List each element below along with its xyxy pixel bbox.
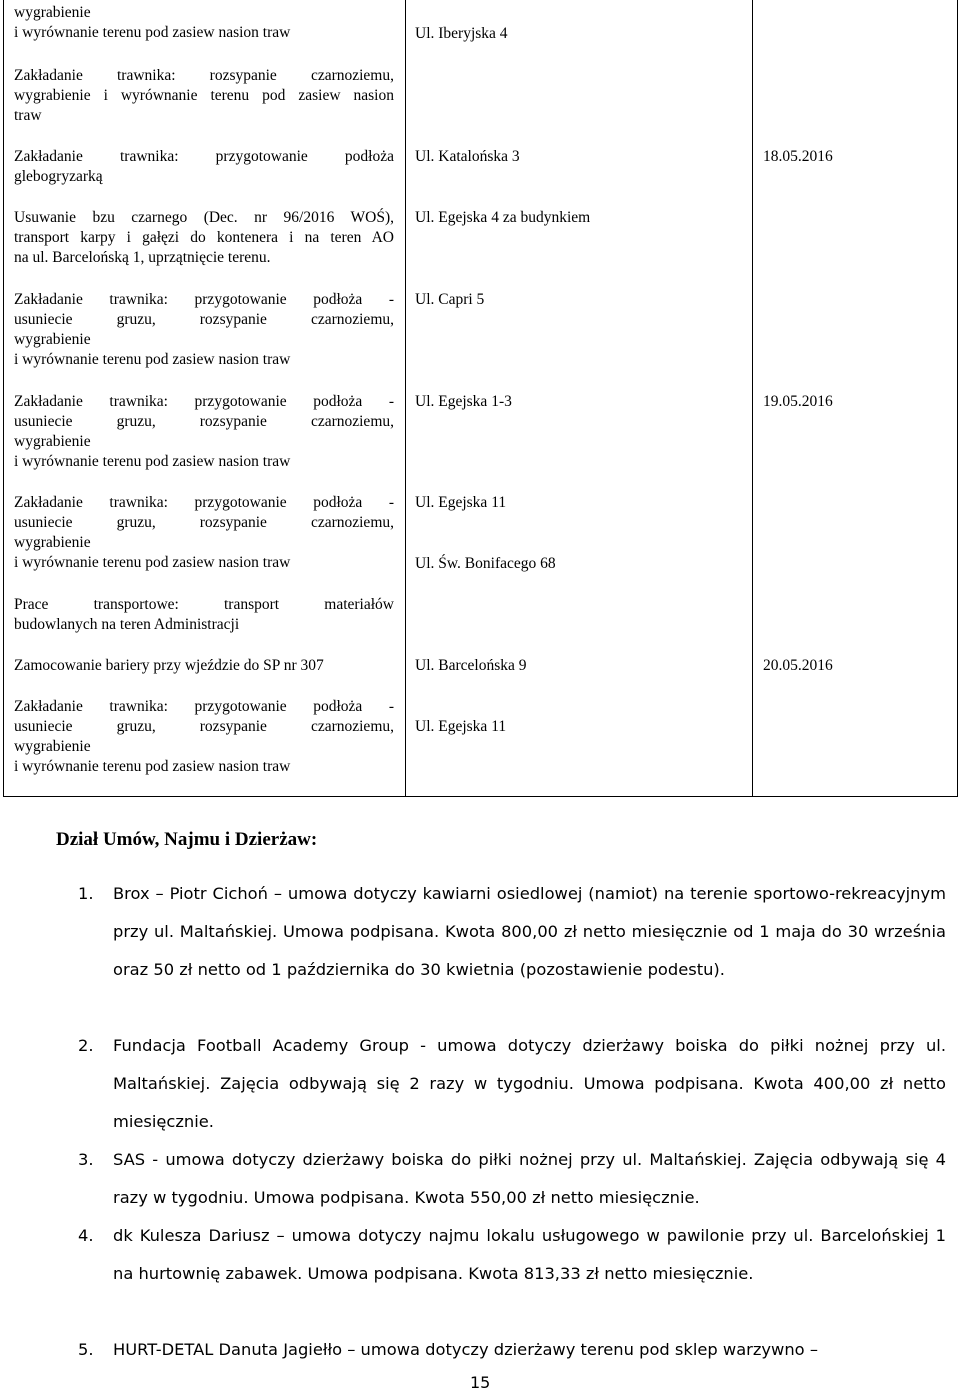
- address-cell: Ul. Egejska 1-3: [415, 393, 512, 410]
- task-line: wygrabienie: [14, 738, 91, 755]
- section-heading: Dział Umów, Najmu i Dzierżaw:: [56, 829, 318, 850]
- address-cell: Ul. Barcelońska 9: [415, 657, 527, 674]
- task-line: Zakładanie trawnika: przygotowanie podłoża -: [14, 698, 394, 715]
- task-line: Zakładanie trawnika: przygotowanie podłoża -: [14, 291, 394, 308]
- task-line: budowlanych na teren Administracji: [14, 616, 240, 633]
- task-cell: [14, 66, 394, 126]
- task-cell: [14, 656, 394, 676]
- date-cell: 18.05.2016: [763, 148, 833, 165]
- task-line: usuniecie gruzu, rozsypanie czarnoziemu,: [14, 718, 394, 735]
- task-line: wygrabienie: [14, 4, 91, 21]
- address-cell: Ul. Capri 5: [415, 291, 485, 308]
- task-line: traw: [14, 107, 42, 124]
- task-line: wygrabienie i wyrównanie terenu pod zasiew nasion: [14, 87, 394, 104]
- task-line: wygrabienie: [14, 534, 91, 551]
- task-line: i wyrównanie terenu pod zasiew nasion traw: [14, 554, 291, 571]
- list-item-text: Brox – Piotr Cichoń – umowa dotyczy kawiarni osiedlowej (namiot) na terenie sportowo-rekreacyjnym przy ul. Maltańskiej. Umowa podpisana. Kwota 800,00 zł netto miesięcznie od 1 maja do 30 września oraz 50 zł netto od 1 października do 30 kwietnia (pozostawienie podestu).: [113, 884, 946, 979]
- list-item-text: HURT-DETAL Danuta Jagiełło – umowa dotyczy dzierżawy terenu pod sklep warzywno –: [113, 1340, 818, 1359]
- address-cell: Ul. Katalońska 3: [415, 148, 520, 165]
- task-line: i wyrównanie terenu pod zasiew nasion traw: [14, 758, 291, 775]
- task-line: na ul. Barcelońską 1, uprzątnięcie terenu.: [14, 249, 271, 266]
- task-cell: [14, 595, 394, 635]
- task-line: i wyrównanie terenu pod zasiew nasion traw: [14, 24, 291, 41]
- task-cell: [14, 3, 394, 43]
- list-item-number: 1.: [78, 884, 94, 903]
- task-line: Zakładanie trawnika: przygotowanie podłoża: [14, 148, 394, 165]
- list-item-number: 4.: [78, 1226, 94, 1245]
- task-cell: [14, 147, 394, 187]
- task-cell: [14, 290, 394, 370]
- list-item-text: SAS - umowa dotyczy dzierżawy boiska do piłki nożnej przy ul. Maltańskiej. Zajęcia odbywają się 4 razy w tygodniu. Umowa podpisana. Kwota 550,00 zł netto miesięcznie.: [113, 1150, 946, 1207]
- task-line: i wyrównanie terenu pod zasiew nasion traw: [14, 453, 291, 470]
- address-cell: Ul. Iberyjska 4: [415, 25, 508, 42]
- table-column-divider: [752, 0, 753, 797]
- task-line: usuniecie gruzu, rozsypanie czarnoziemu,: [14, 311, 394, 328]
- list-item-text: dk Kulesza Dariusz – umowa dotyczy najmu lokalu usługowego w pawilonie przy ul. Barcelońskiej 1 na hurtownię zabawek. Umowa podpisana. Kwota 813,33 zł netto miesięcznie.: [113, 1226, 946, 1283]
- task-line: Usuwanie bzu czarnego (Dec. nr 96/2016 WOŚ),: [14, 209, 394, 226]
- task-cell: [14, 697, 394, 777]
- task-line: Zakładanie trawnika: rozsypanie czarnoziemu,: [14, 67, 394, 84]
- task-line: glebogryzarką: [14, 168, 103, 185]
- task-line: Zamocowanie bariery przy wjeździe do SP nr 307: [14, 657, 324, 674]
- task-cell: [14, 392, 394, 472]
- task-line: Zakładanie trawnika: przygotowanie podłoża -: [14, 393, 394, 410]
- list-item-number: 2.: [78, 1036, 94, 1055]
- list-item-text: Fundacja Football Academy Group - umowa dotyczy dzierżawy boiska do piłki nożnej przy ul. Maltańskiej. Zajęcia odbywają się 2 razy w tygodniu. Umowa podpisana. Kwota 400,00 zł netto miesięcznie.: [113, 1036, 946, 1131]
- page-number: 15: [470, 1373, 491, 1392]
- list-item-number: 5.: [78, 1340, 94, 1359]
- address-cell: Ul. Egejska 11: [415, 494, 507, 511]
- task-line: Zakładanie trawnika: przygotowanie podłoża -: [14, 494, 394, 511]
- task-line: wygrabienie: [14, 433, 91, 450]
- task-line: wygrabienie: [14, 331, 91, 348]
- date-cell: 19.05.2016: [763, 393, 833, 410]
- address-cell: Ul. Egejska 4 za budynkiem: [415, 209, 591, 226]
- task-cell: [14, 208, 394, 268]
- table-column-divider: [405, 0, 406, 797]
- date-cell: 20.05.2016: [763, 657, 833, 674]
- task-line: usuniecie gruzu, rozsypanie czarnoziemu,: [14, 413, 394, 430]
- task-cell: [14, 493, 394, 573]
- task-line: i wyrównanie terenu pod zasiew nasion traw: [14, 351, 291, 368]
- address-cell: Ul. Egejska 11: [415, 718, 507, 735]
- list-item-number: 3.: [78, 1150, 94, 1169]
- task-line: Prace transportowe: transport materiałów: [14, 596, 394, 613]
- address-cell-secondary: Ul. Św. Bonifacego 68: [415, 555, 556, 572]
- task-line: transport karpy i gałęzi do kontenera i na teren AO: [14, 229, 394, 246]
- task-line: usuniecie gruzu, rozsypanie czarnoziemu,: [14, 514, 394, 531]
